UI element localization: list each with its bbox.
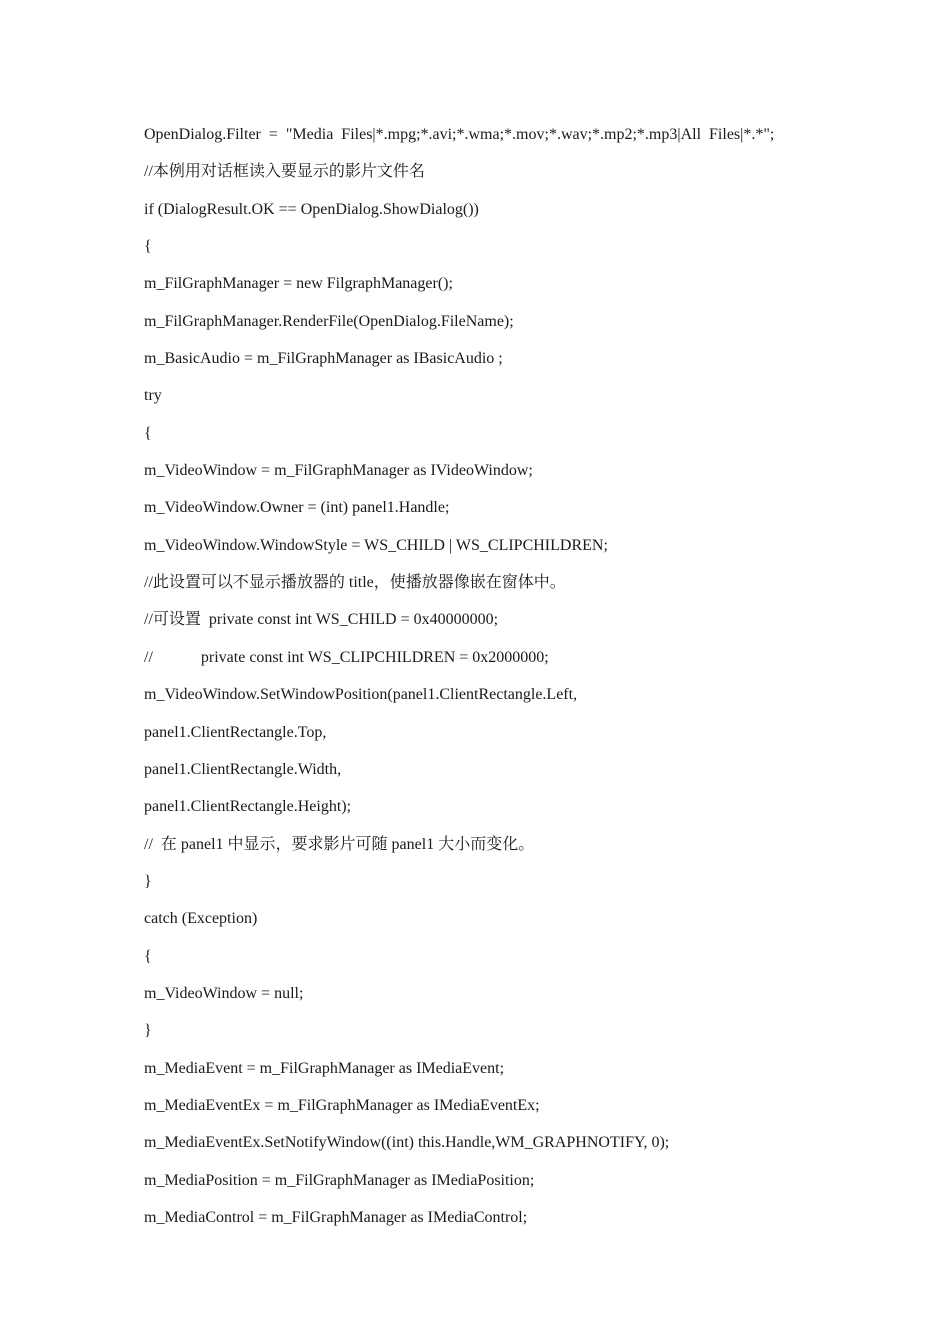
- code-line: m_MediaPosition = m_FilGraphManager as IMediaPosition;: [144, 1171, 535, 1189]
- code-line: {: [144, 947, 152, 965]
- code-line: m_VideoWindow.Owner = (int) panel1.Handle;: [144, 499, 450, 517]
- code-line: catch (Exception): [144, 910, 258, 928]
- code-line: panel1.ClientRectangle.Height);: [144, 798, 352, 816]
- code-listing: [144, 123, 924, 1243]
- code-line: m_VideoWindow.SetWindowPosition(panel1.ClientRectangle.Left,: [144, 686, 578, 704]
- code-line: {: [144, 424, 152, 442]
- code-line: try: [144, 387, 162, 405]
- code-comment: //此设置可以不显示播放器的 title，使播放器像嵌在窗体中。: [144, 574, 566, 592]
- code-line: m_VideoWindow = null;: [144, 984, 304, 1002]
- code-line: m_MediaEventEx.SetNotifyWindow((int) this.Handle,WM_GRAPHNOTIFY, 0);: [144, 1134, 670, 1152]
- code-line: panel1.ClientRectangle.Top,: [144, 723, 327, 741]
- code-line: m_VideoWindow.WindowStyle = WS_CHILD | WS_CLIPCHILDREN;: [144, 536, 608, 554]
- code-comment: // private const int WS_CLIPCHILDREN = 0x2000000;: [144, 648, 549, 666]
- code-line: }: [144, 1022, 152, 1040]
- code-line: m_MediaControl = m_FilGraphManager as IMediaControl;: [144, 1208, 528, 1226]
- code-line: m_MediaEvent = m_FilGraphManager as IMediaEvent;: [144, 1059, 505, 1077]
- code-comment: //可设置 private const int WS_CHILD = 0x40000000;: [144, 611, 499, 629]
- code-line: m_VideoWindow = m_FilGraphManager as IVideoWindow;: [144, 462, 533, 480]
- code-line: {: [144, 238, 152, 256]
- code-line: OpenDialog.Filter = "Media Files|*.mpg;*.avi;*.wma;*.mov;*.wav;*.mp2;*.mp3|All Files|*.*";: [144, 126, 775, 143]
- code-line: m_FilGraphManager.RenderFile(OpenDialog.FileName);: [144, 312, 514, 330]
- code-line: m_FilGraphManager = new FilgraphManager();: [144, 275, 453, 293]
- code-comment: //本例用对话框读入要显示的影片文件名: [144, 163, 425, 181]
- code-line: m_MediaEventEx = m_FilGraphManager as IMediaEventEx;: [144, 1096, 540, 1114]
- code-comment: // 在 panel1 中显示，要求影片可随 panel1 大小而变化。: [144, 835, 535, 853]
- code-line: if (DialogResult.OK == OpenDialog.ShowDialog()): [144, 200, 479, 218]
- code-line: m_BasicAudio = m_FilGraphManager as IBasicAudio ;: [144, 350, 503, 368]
- code-line: }: [144, 872, 152, 890]
- code-line: panel1.ClientRectangle.Width,: [144, 760, 342, 778]
